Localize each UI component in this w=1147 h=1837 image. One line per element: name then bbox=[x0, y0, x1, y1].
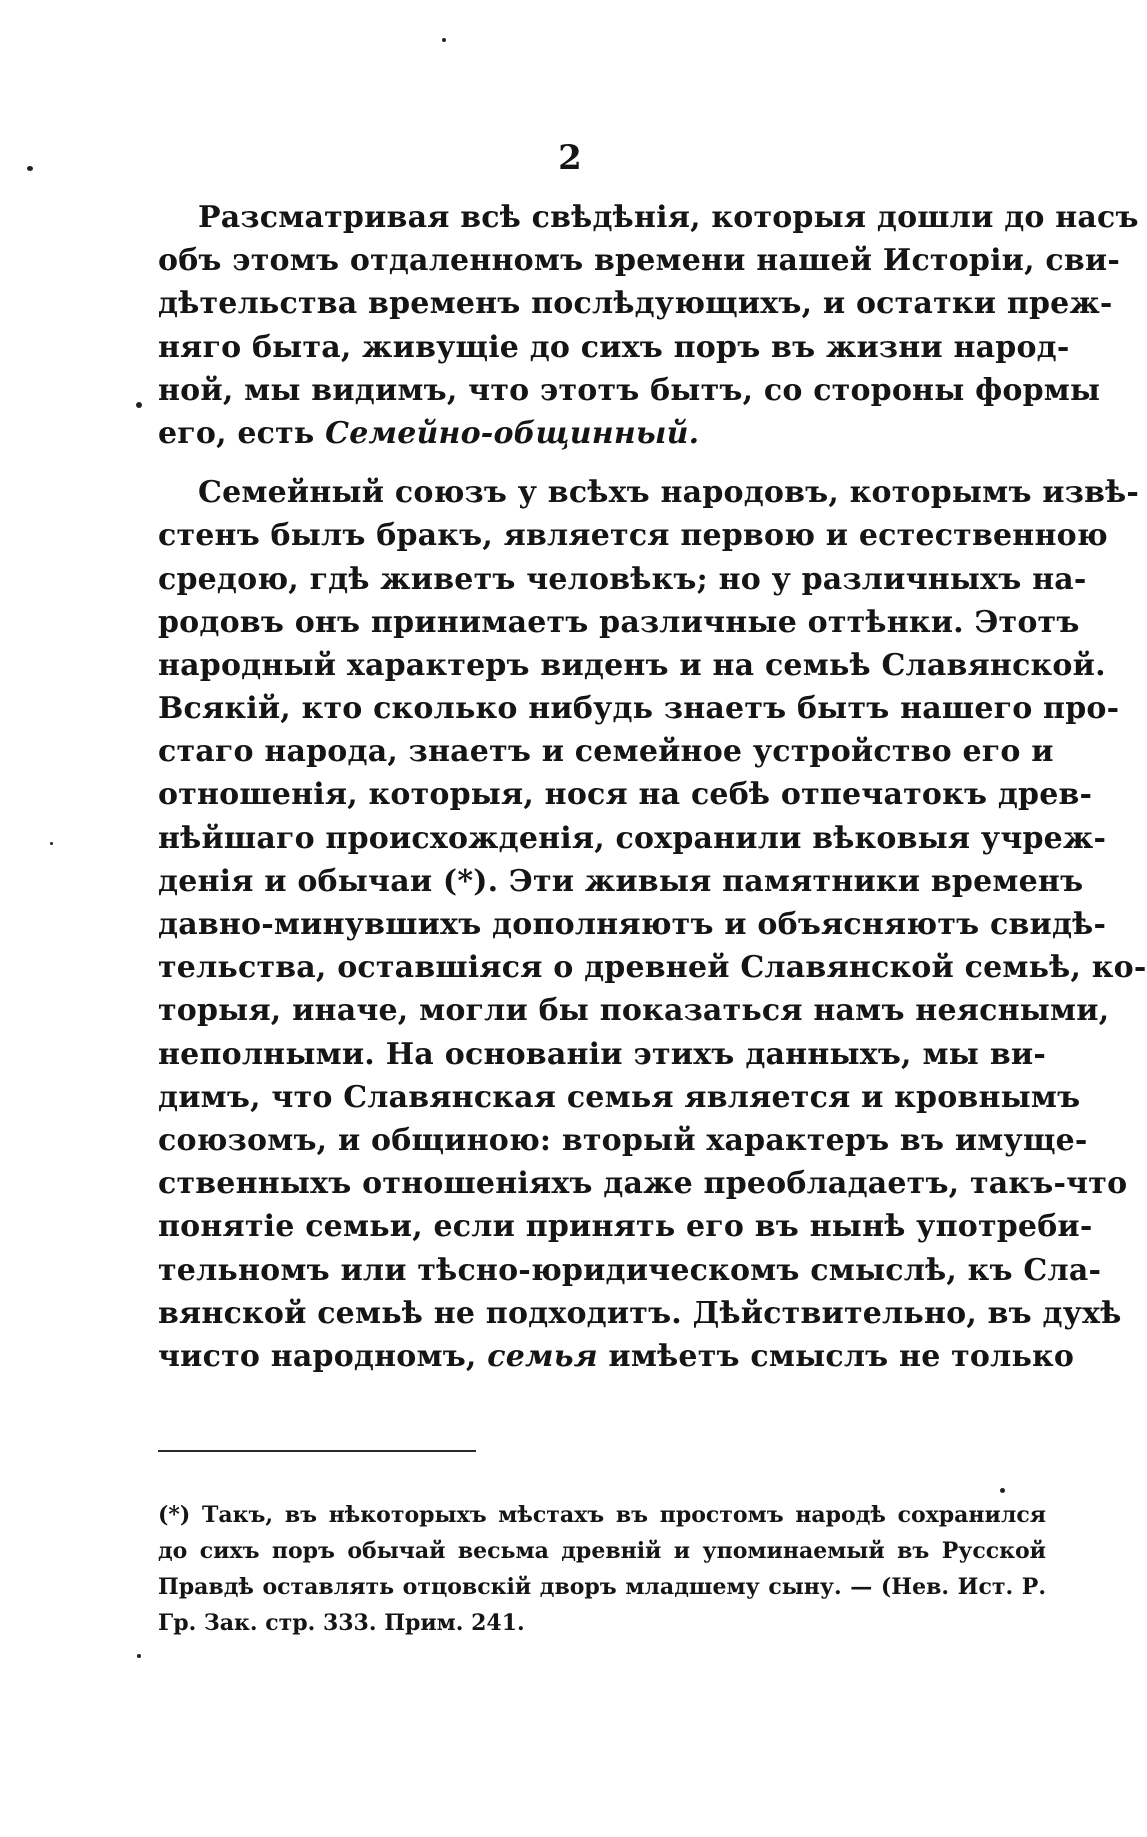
text-line: неполными. На основаніи этихъ данныхъ, мы ви- bbox=[158, 1036, 1046, 1072]
paragraph bbox=[158, 471, 1147, 1378]
footnote-divider bbox=[158, 1450, 476, 1452]
text-line bbox=[158, 412, 1046, 455]
text-line: давно-минувшихъ дополняютъ и объясняютъ свидѣ- bbox=[158, 907, 1107, 942]
emphasis-text: Семейно-общинный. bbox=[325, 415, 700, 451]
text-fragment: имѣетъ смыслъ не только bbox=[597, 1338, 1075, 1374]
text-line: объ этомъ отдаленномъ времени нашей Исторіи, сви- bbox=[158, 243, 1121, 279]
text-line: средою, гдѣ живетъ человѣкъ; но у различныхъ на- bbox=[158, 561, 1087, 597]
text-line: понятіе семьи, если принять его въ нынѣ употреби- bbox=[158, 1209, 1093, 1245]
text-line: вянской семьѣ не подходитъ. Дѣйствительно, въ духѣ bbox=[158, 1295, 1122, 1331]
text-fragment: его, есть bbox=[158, 415, 326, 451]
text-line: ной, мы видимъ, что этотъ бытъ, со стороны формы bbox=[158, 372, 1101, 408]
footnote-line: Правдѣ оставлять отцовскій дворъ младшему сыну. — (Нев. Ист. Р. bbox=[158, 1574, 1046, 1600]
scan-speck bbox=[136, 402, 142, 408]
text-line: стенъ былъ бракъ, является первою и естественною bbox=[158, 518, 1108, 554]
text-line: отношенія, которыя, нося на себѣ отпечатокъ древ- bbox=[158, 777, 1093, 813]
footnote-line: Гр. Зак. стр. 333. Прим. 241. bbox=[158, 1610, 525, 1636]
scan-speck bbox=[50, 842, 53, 845]
text-line: няго быта, живущіе до сихъ поръ въ жизни народ- bbox=[158, 329, 1070, 365]
text-line: Разсматривая всѣ свѣдѣнія, которыя дошли до насъ bbox=[198, 200, 1139, 235]
scan-speck bbox=[442, 38, 446, 42]
text-line bbox=[158, 1335, 1075, 1378]
text-line: стаго народа, знаетъ и семейное устройство его и bbox=[158, 734, 1054, 770]
text-line: народный характеръ виденъ и на семьѣ Славянской. bbox=[158, 647, 1106, 683]
footnote-line: (*) Такъ, въ нѣкоторыхъ мѣстахъ въ простомъ народѣ сохранился bbox=[158, 1502, 1046, 1528]
paragraph-gap bbox=[158, 455, 1046, 471]
text-line: Всякій, кто сколько нибудь знаетъ бытъ нашего про- bbox=[158, 691, 1120, 727]
text-line: родовъ онъ принимаетъ различные оттѣнки. Этотъ bbox=[158, 604, 1080, 640]
emphasis-text: семья bbox=[487, 1338, 598, 1374]
text-line: ственныхъ отношеніяхъ даже преобладаетъ, такъ-что bbox=[158, 1166, 1128, 1202]
text-line: Семейный союзъ у всѣхъ народовъ, которымъ извѣ- bbox=[198, 475, 1140, 511]
text-line: тельства, оставшіяся о древней Славянской семьѣ, ко- bbox=[158, 950, 1147, 986]
footnote bbox=[158, 1497, 1046, 1641]
page-number: 2 bbox=[558, 138, 582, 178]
text-line: тельномъ или тѣсно-юридическомъ смыслѣ, къ Сла- bbox=[158, 1252, 1102, 1288]
paragraph bbox=[158, 196, 1139, 455]
text-line: димъ, что Славянская семья является и кровнымъ bbox=[158, 1079, 1081, 1115]
text-line: торыя, иначе, могли бы показаться намъ неясными, bbox=[158, 993, 1110, 1029]
footnote-line: до сихъ поръ обычай весьма древній и упоминаемый въ Русской bbox=[158, 1538, 1046, 1564]
text-line: союзомъ, и общиною: вторый характеръ въ имуще- bbox=[158, 1122, 1088, 1158]
text-line: дѣтельства временъ послѣдующихъ, и остатки преж- bbox=[158, 286, 1113, 322]
scan-speck bbox=[1000, 1488, 1005, 1493]
text-line: денія и обычаи (*). Эти живыя памятники временъ bbox=[158, 863, 1084, 899]
text-line: нѣйшаго происхожденія, сохранили вѣковыя учреж- bbox=[158, 820, 1107, 856]
body-text bbox=[158, 196, 1147, 1378]
text-fragment: чисто народномъ, bbox=[158, 1338, 488, 1374]
scan-speck bbox=[137, 1654, 141, 1658]
